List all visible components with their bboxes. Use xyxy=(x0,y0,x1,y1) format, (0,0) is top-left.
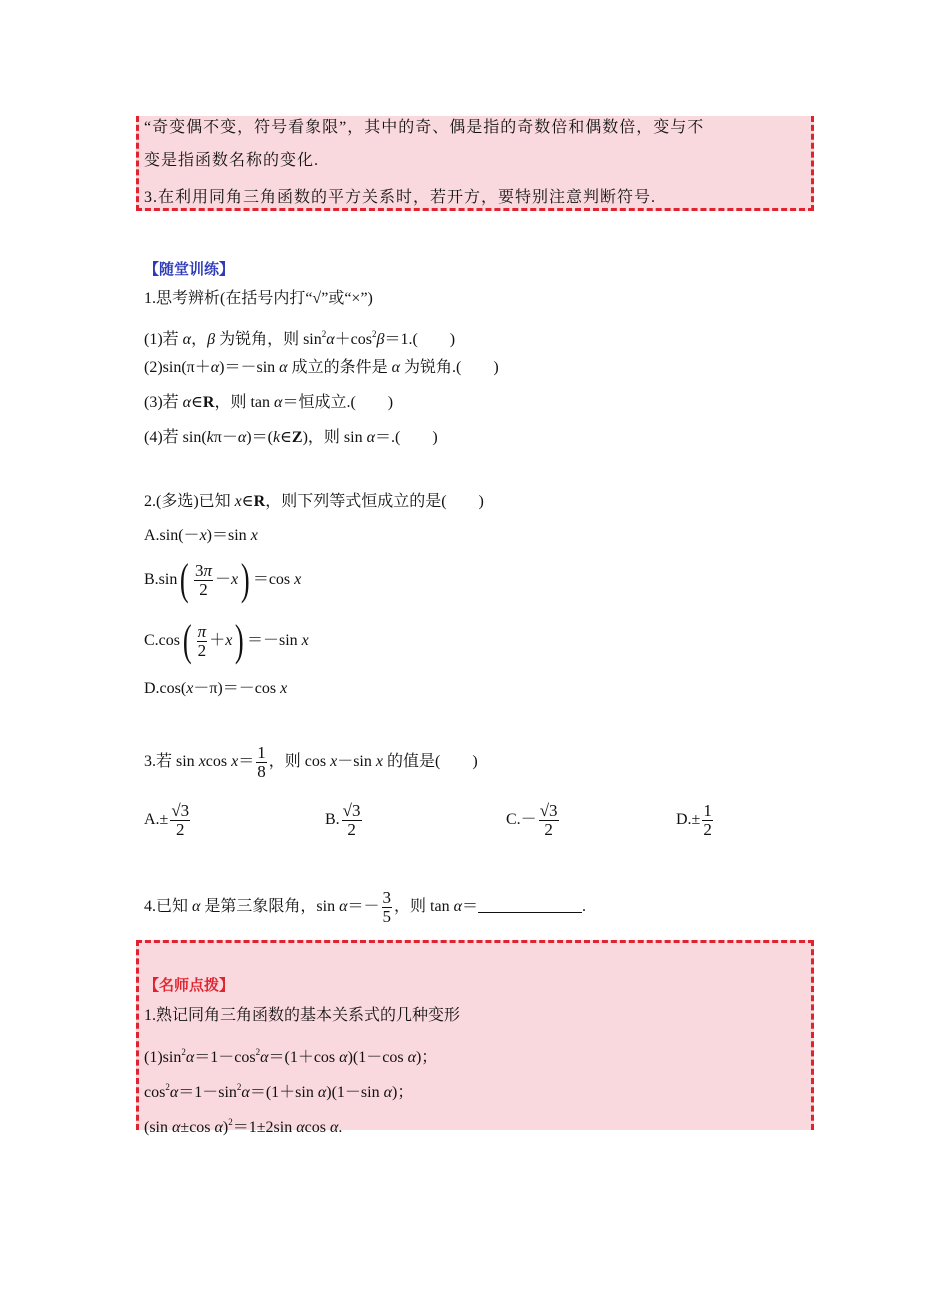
q3-option-a: A.± $\frac{√3}{2}$ xyxy=(144,800,190,839)
note-line-2: 变是指函数名称的变化. xyxy=(144,152,320,169)
q3-option-d: D.± $\frac{1}{2}$ xyxy=(676,800,712,839)
q4-title: 4.已知 α 是第三象限角，sin α＝－ $\frac{3}{5}$ ，则 tan α＝ . xyxy=(144,887,587,926)
q3-title: 3.若 sin xcos x＝ $\frac{1}{8}$ ，则 cos x－sin x 的值是( ) xyxy=(144,742,478,781)
answer-blank xyxy=(478,896,582,913)
note-line-1: “奇变偶不变，符号看象限”，其中的奇、偶是指的奇数倍和偶数倍，变与不 xyxy=(144,119,705,136)
note-line-3: 3.在利用同角三角函数的平方关系时，若开方，要特别注意判断符号. xyxy=(144,189,657,206)
q2-option-b: B.sin( $\frac{3\pi}{2}$ －x) ＝cos x xyxy=(144,555,302,605)
q1-title: 1.思考辨析(在括号内打“√”或“×”) xyxy=(144,290,373,307)
q2-option-c: C.cos( $\frac{\pi}{2}$ ＋x) ＝－sin x xyxy=(144,616,309,666)
q3-option-b: B. $\frac{√3}{2}$ xyxy=(325,800,361,839)
q2-option-d: D.cos(x－π)＝－cos x xyxy=(144,680,288,697)
tips-line-2: $(1)\sin^2\alpha=1-\cos^2\alpha=(1+\cos$ α)(1－cos α)； xyxy=(144,1047,438,1066)
q2-option-a: A.sin(－x)＝sin x xyxy=(144,527,258,544)
practice-header: 【随堂训练】 xyxy=(144,260,235,278)
tips-line-3: $\cos^2\alpha=1-\sin^2\alpha=(1+\sin$ α)(1－sin α)； xyxy=(144,1082,414,1101)
q1-item-2: (2)sin(π＋α)＝－sin α 成立的条件是 α 为锐角.( ) xyxy=(144,359,499,376)
q1-item-3: (3)若 α∈R，则 tan α＝恒成立.( ) xyxy=(144,394,394,411)
tips-line-4: (sin α±cos α)$^2$＝1±2sin αcos α. xyxy=(144,1117,343,1136)
q3-option-c: C.－ $\frac{√3}{2}$ xyxy=(506,800,558,839)
q2-title: 2.(多选)已知 x∈R，则下列等式恒成立的是( ) xyxy=(144,493,484,510)
tips-line-1: 1.熟记同角三角函数的基本关系式的几种变形 xyxy=(144,1007,461,1024)
q1-item-1: (1)若 α，β 为锐角，则 $\sin^2\alpha+\cos^2\beta=1$.( ) xyxy=(144,329,456,348)
tips-header: 【名师点拨】 xyxy=(144,976,235,994)
q1-item-4: (4)若 sin(kπ－α)＝(k∈Z)，则 sin α＝.( ) xyxy=(144,429,438,446)
